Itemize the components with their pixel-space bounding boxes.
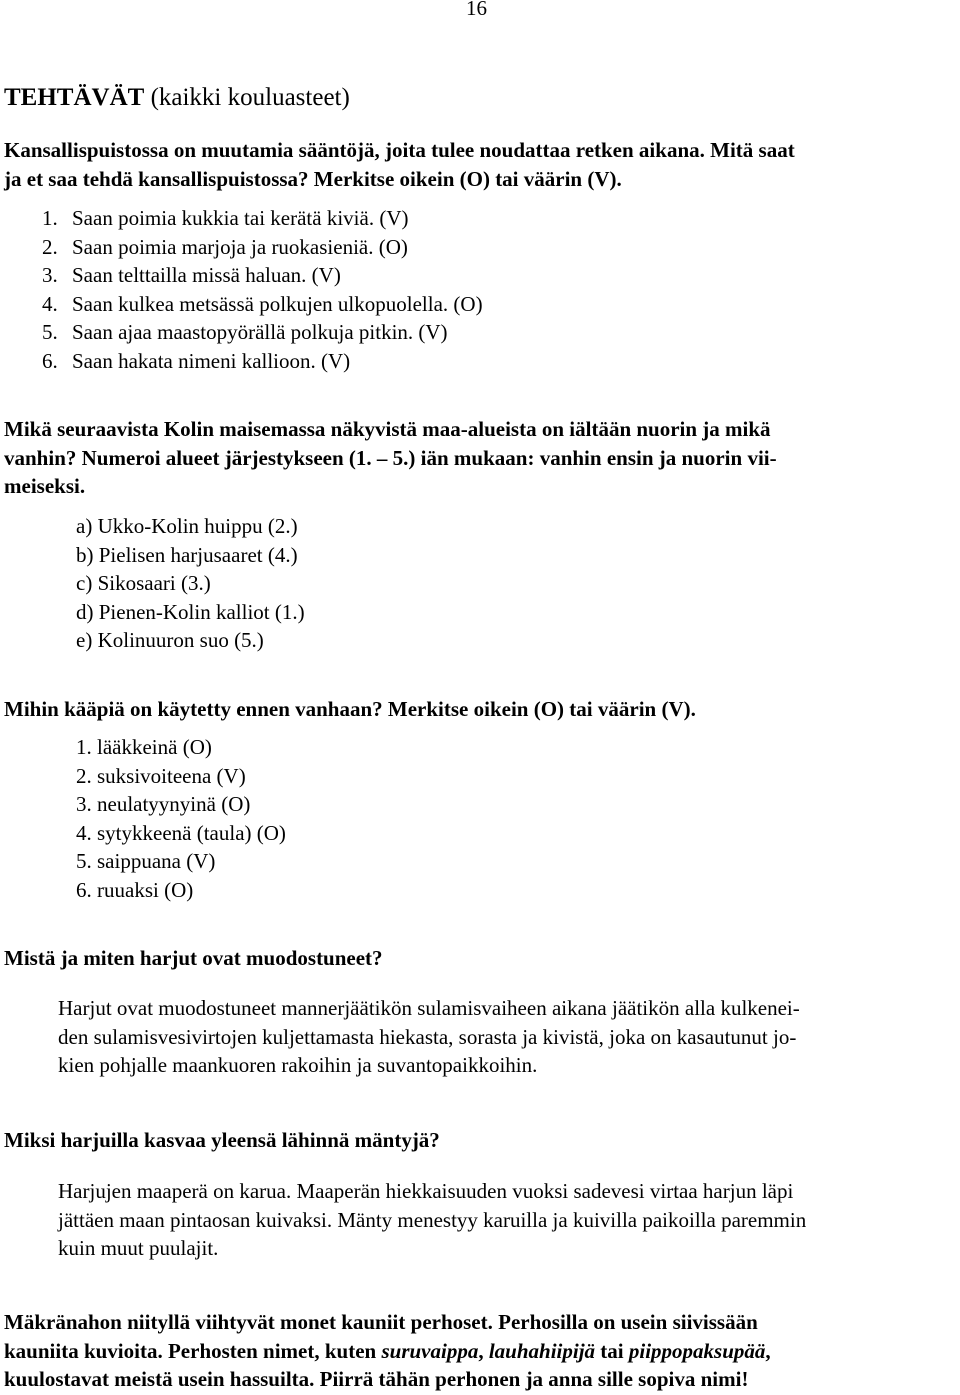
list-item <box>42 204 483 233</box>
item-text: Saan telttailla missä haluan. (V) <box>72 263 341 287</box>
item-number: 4. <box>42 291 58 316</box>
task-line <box>4 1337 938 1366</box>
list-item <box>42 290 483 319</box>
item-number: 6. <box>42 348 58 373</box>
list-item: 5. saippuana (V) <box>76 849 216 873</box>
item-text: Saan poimia marjoja ja ruokasieniä. (O) <box>72 234 408 259</box>
question-line: Mikä seuraavista Kolin maisemassa näkyvistä maa-alueista on iältään nuorin ja mikä <box>4 417 771 441</box>
answer-line: kuin muut puulajit. <box>58 1236 219 1260</box>
list-item: 1. lääkkeinä (O) <box>76 735 212 759</box>
question-line: Mistä ja miten harjut ovat muodostuneet? <box>4 946 383 970</box>
butterfly-name: suruvaippa <box>381 1338 479 1363</box>
answer-line: Harjut ovat muodostuneet mannerjäätikön sulamisvaiheen aikana jäätikön alla kulkenei- <box>58 996 800 1020</box>
answer-pines <box>58 1177 938 1263</box>
list-item: e) Kolinuuron suo (5.) <box>76 628 264 652</box>
question-line: Kansallispuistossa on muutamia sääntöjä, joita tulee noudattaa retken aikana. Mitä saat <box>4 138 795 162</box>
title-bold: TEHTÄVÄT <box>4 84 145 111</box>
list-item: c) Sikosaari (3.) <box>76 571 211 595</box>
question-koli-areas <box>4 415 938 501</box>
answer-line: Harjujen maaperä on karua. Maaperän hiekkaisuuden vuoksi sadevesi virtaa harjun läpi <box>58 1179 794 1203</box>
question-eskers <box>4 944 938 973</box>
list-item: b) Pielisen harjusaaret (4.) <box>76 542 298 567</box>
item-number: 5. <box>42 320 58 344</box>
item-number: 3. <box>42 263 58 287</box>
question-national-park <box>4 136 938 193</box>
kaapa-list <box>76 733 286 904</box>
question-kaapa <box>4 695 938 724</box>
list-item: 3. neulatyynyinä (O) <box>76 792 251 816</box>
list-item: 4. sytykkeenä (taula) (O) <box>76 820 286 845</box>
task-text: , <box>478 1338 489 1363</box>
task-text: , <box>765 1338 771 1363</box>
list-item: d) Pienen-Kolin kalliot (1.) <box>76 599 305 624</box>
question-line: meiseksi. <box>4 474 86 498</box>
item-number: 2. <box>42 234 58 259</box>
list-item: 6. ruuaksi (O) <box>76 877 194 902</box>
butterfly-name: piippopaksupää <box>628 1338 766 1363</box>
item-number: 1. <box>42 206 58 230</box>
list-item: 2. suksivoiteena (V) <box>76 763 246 788</box>
list-item <box>42 347 483 376</box>
page-number: 16 <box>466 0 487 20</box>
task-line: kuulostavat meistä usein hassuilta. Piirrä tähän perhonen ja anna sille sopiva nimi! <box>4 1367 749 1391</box>
question-line: Miksi harjuilla kasvaa yleensä lähinnä mäntyjä? <box>4 1128 440 1152</box>
answer-line: kien pohjalle maankuoren rakoihin ja suvantopaikkoihin. <box>58 1053 538 1077</box>
list-item <box>42 318 483 347</box>
areas-list <box>76 512 305 655</box>
answer-line: jättäen maan pintaosan kuivaksi. Mänty menestyy karuilla ja kuivilla paikoilla paremmin <box>58 1207 807 1232</box>
item-text: Saan kulkea metsässä polkujen ulkopuolella. (O) <box>72 291 483 316</box>
question-line: Mihin kääpiä on käytetty ennen vanhaan? Merkitse oikein (O) tai väärin (V). <box>4 697 696 721</box>
butterfly-name: lauhahiipijä <box>488 1338 596 1363</box>
item-text: Saan poimia kukkia tai kerätä kiviä. (V) <box>72 206 409 230</box>
answer-eskers <box>58 994 938 1080</box>
list-item: a) Ukko-Kolin huippu (2.) <box>76 514 298 538</box>
task-line: Mäkränahon niityllä viihtyvät monet kauniit perhoset. Perhosilla on usein siivissään <box>4 1310 758 1334</box>
task-text: tai <box>595 1338 629 1363</box>
question-line: vanhin? Numeroi alueet järjestykseen (1. – 5.) iän mukaan: vanhin ensin ja nuorin vii- <box>4 445 777 470</box>
answer-line: den sulamisvesivirtojen kuljettamasta hiekasta, sorasta ja kivistä, joka on kasautunut jo- <box>58 1024 797 1049</box>
item-text: Saan hakata nimeni kallioon. (V) <box>72 348 351 373</box>
title-rest: (kaikki kouluasteet) <box>144 84 350 111</box>
list-item <box>42 233 483 262</box>
rules-list <box>42 204 483 375</box>
list-item <box>42 261 483 290</box>
task-butterfly <box>4 1308 938 1394</box>
question-line: ja et saa tehdä kansallispuistossa? Merkitse oikein (O) tai väärin (V). <box>4 166 622 191</box>
item-text: Saan ajaa maastopyörällä polkuja pitkin. (V) <box>72 320 448 344</box>
task-text: kauniita kuvioita. Perhosten nimet, kuten <box>4 1338 382 1363</box>
question-pines <box>4 1126 938 1155</box>
page-title <box>4 82 350 114</box>
